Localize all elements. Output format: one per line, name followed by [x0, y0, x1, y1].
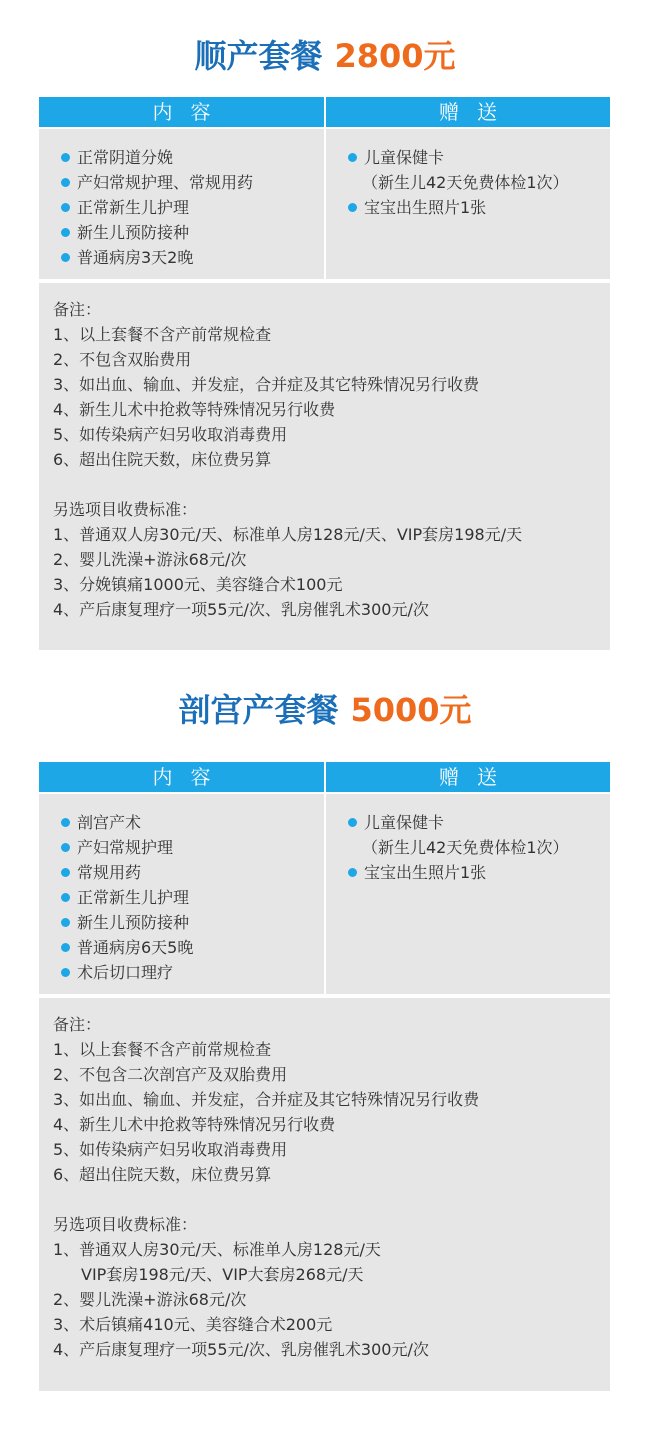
list-item: 产妇常规护理、常规用药: [61, 170, 324, 195]
option-line: VIP套房198元/天、VIP大套房268元/天: [81, 1265, 364, 1284]
bullet-dot-icon: [348, 818, 357, 827]
gift-list: [326, 794, 610, 994]
option-line: 4、产后康复理疗一项55元/次、乳房催乳术300元/次: [53, 600, 429, 619]
note-line: 5、如传染病产妇另收取消毒费用: [53, 1140, 288, 1159]
list-item: 常规用药: [61, 860, 324, 885]
note-line: 3、如出血、输血、并发症，合并症及其它特殊情况另行收费: [53, 1090, 480, 1109]
list-item: 新生儿预防接种: [61, 910, 324, 935]
options-title: 另选项目收费标准：: [53, 500, 198, 519]
package-price: 5000元: [350, 691, 472, 729]
option-line: 3、术后镇痛410元、美容缝合术200元: [53, 1315, 333, 1334]
bullet-dot-icon: [61, 843, 70, 852]
bullet-dot-icon: [61, 228, 70, 237]
notes-panel: [39, 998, 610, 1391]
gift-item: 儿童保健卡: [348, 810, 610, 835]
list-item: 普通病房6天5晚: [61, 935, 324, 960]
list-item: 剖宫产术: [61, 810, 324, 835]
list-item: 正常阴道分娩: [61, 145, 324, 170]
notes-panel: [39, 283, 610, 650]
note-line: 2、不包含二次剖宫产及双胎费用: [53, 1065, 288, 1084]
note-line: 6、超出住院天数，床位费另算: [53, 450, 272, 469]
spacer: [53, 1187, 610, 1212]
bullet-dot-icon: [61, 893, 70, 902]
bullet-dot-icon: [61, 968, 70, 977]
package-name: 剖宫产套餐: [178, 691, 339, 729]
list-item: 新生儿预防接种: [61, 220, 324, 245]
content-list: [39, 129, 324, 279]
bullet-dot-icon: [61, 178, 70, 187]
table-body: [39, 794, 610, 994]
spacer: [53, 472, 610, 497]
list-item: 普通病房3天2晚: [61, 245, 324, 270]
bullet-dot-icon: [61, 868, 70, 877]
table-header: [39, 97, 610, 127]
options-title: 另选项目收费标准：: [53, 1215, 198, 1234]
gift-item-detail: （新生儿42天免费体检1次）: [362, 173, 569, 192]
option-line: 2、婴儿洗澡+游泳68元/次: [53, 1290, 247, 1309]
option-line: 4、产后康复理疗一项55元/次、乳房催乳术300元/次: [53, 1340, 429, 1359]
bullet-dot-icon: [61, 943, 70, 952]
option-line: 3、分娩镇痛1000元、美容缝合术100元: [53, 575, 343, 594]
note-line: 2、不包含双胎费用: [53, 350, 192, 369]
note-line: 1、以上套餐不含产前常规检查: [53, 1040, 272, 1059]
header-content: 内容: [39, 97, 324, 127]
list-item: 术后切口理疗: [61, 960, 324, 985]
bullet-dot-icon: [61, 203, 70, 212]
list-item: 产妇常规护理: [61, 835, 324, 860]
content-list: [39, 794, 324, 994]
bullet-dot-icon: [348, 868, 357, 877]
list-item: 正常新生儿护理: [61, 195, 324, 220]
bullet-dot-icon: [348, 203, 357, 212]
package-title: [0, 686, 650, 734]
note-line: 4、新生儿术中抢救等特殊情况另行收费: [53, 400, 336, 419]
note-line: 4、新生儿术中抢救等特殊情况另行收费: [53, 1115, 336, 1134]
gift-list: [326, 129, 610, 279]
notes-title: 备注：: [53, 300, 102, 319]
note-line: 1、以上套餐不含产前常规检查: [53, 325, 272, 344]
bullet-dot-icon: [61, 818, 70, 827]
gift-item: 宝宝出生照片1张: [348, 860, 610, 885]
gift-item: 儿童保健卡: [348, 145, 610, 170]
package-name: 顺产套餐: [194, 37, 323, 75]
option-line: 2、婴儿洗澡+游泳68元/次: [53, 550, 247, 569]
bullet-dot-icon: [61, 918, 70, 927]
option-line: 1、普通双人房30元/天、标准单人房128元/天: [53, 1240, 381, 1259]
table-header: [39, 762, 610, 792]
header-gift: 赠送: [326, 97, 610, 127]
note-line: 3、如出血、输血、并发症，合并症及其它特殊情况另行收费: [53, 375, 480, 394]
list-item: 正常新生儿护理: [61, 885, 324, 910]
bullet-dot-icon: [348, 153, 357, 162]
header-gift: 赠送: [326, 762, 610, 792]
package-price: 2800元: [334, 37, 456, 75]
note-line: 6、超出住院天数，床位费另算: [53, 1165, 272, 1184]
option-line: 1、普通双人房30元/天、标准单人房128元/天、VIP套房198元/天: [53, 525, 523, 544]
gift-item-detail: （新生儿42天免费体检1次）: [362, 838, 569, 857]
note-line: 5、如传染病产妇另收取消毒费用: [53, 425, 288, 444]
bullet-dot-icon: [61, 153, 70, 162]
package-title: [0, 32, 650, 80]
notes-title: 备注：: [53, 1015, 102, 1034]
bullet-dot-icon: [61, 253, 70, 262]
header-content: 内容: [39, 762, 324, 792]
gift-item: 宝宝出生照片1张: [348, 195, 610, 220]
table-body: [39, 129, 610, 279]
